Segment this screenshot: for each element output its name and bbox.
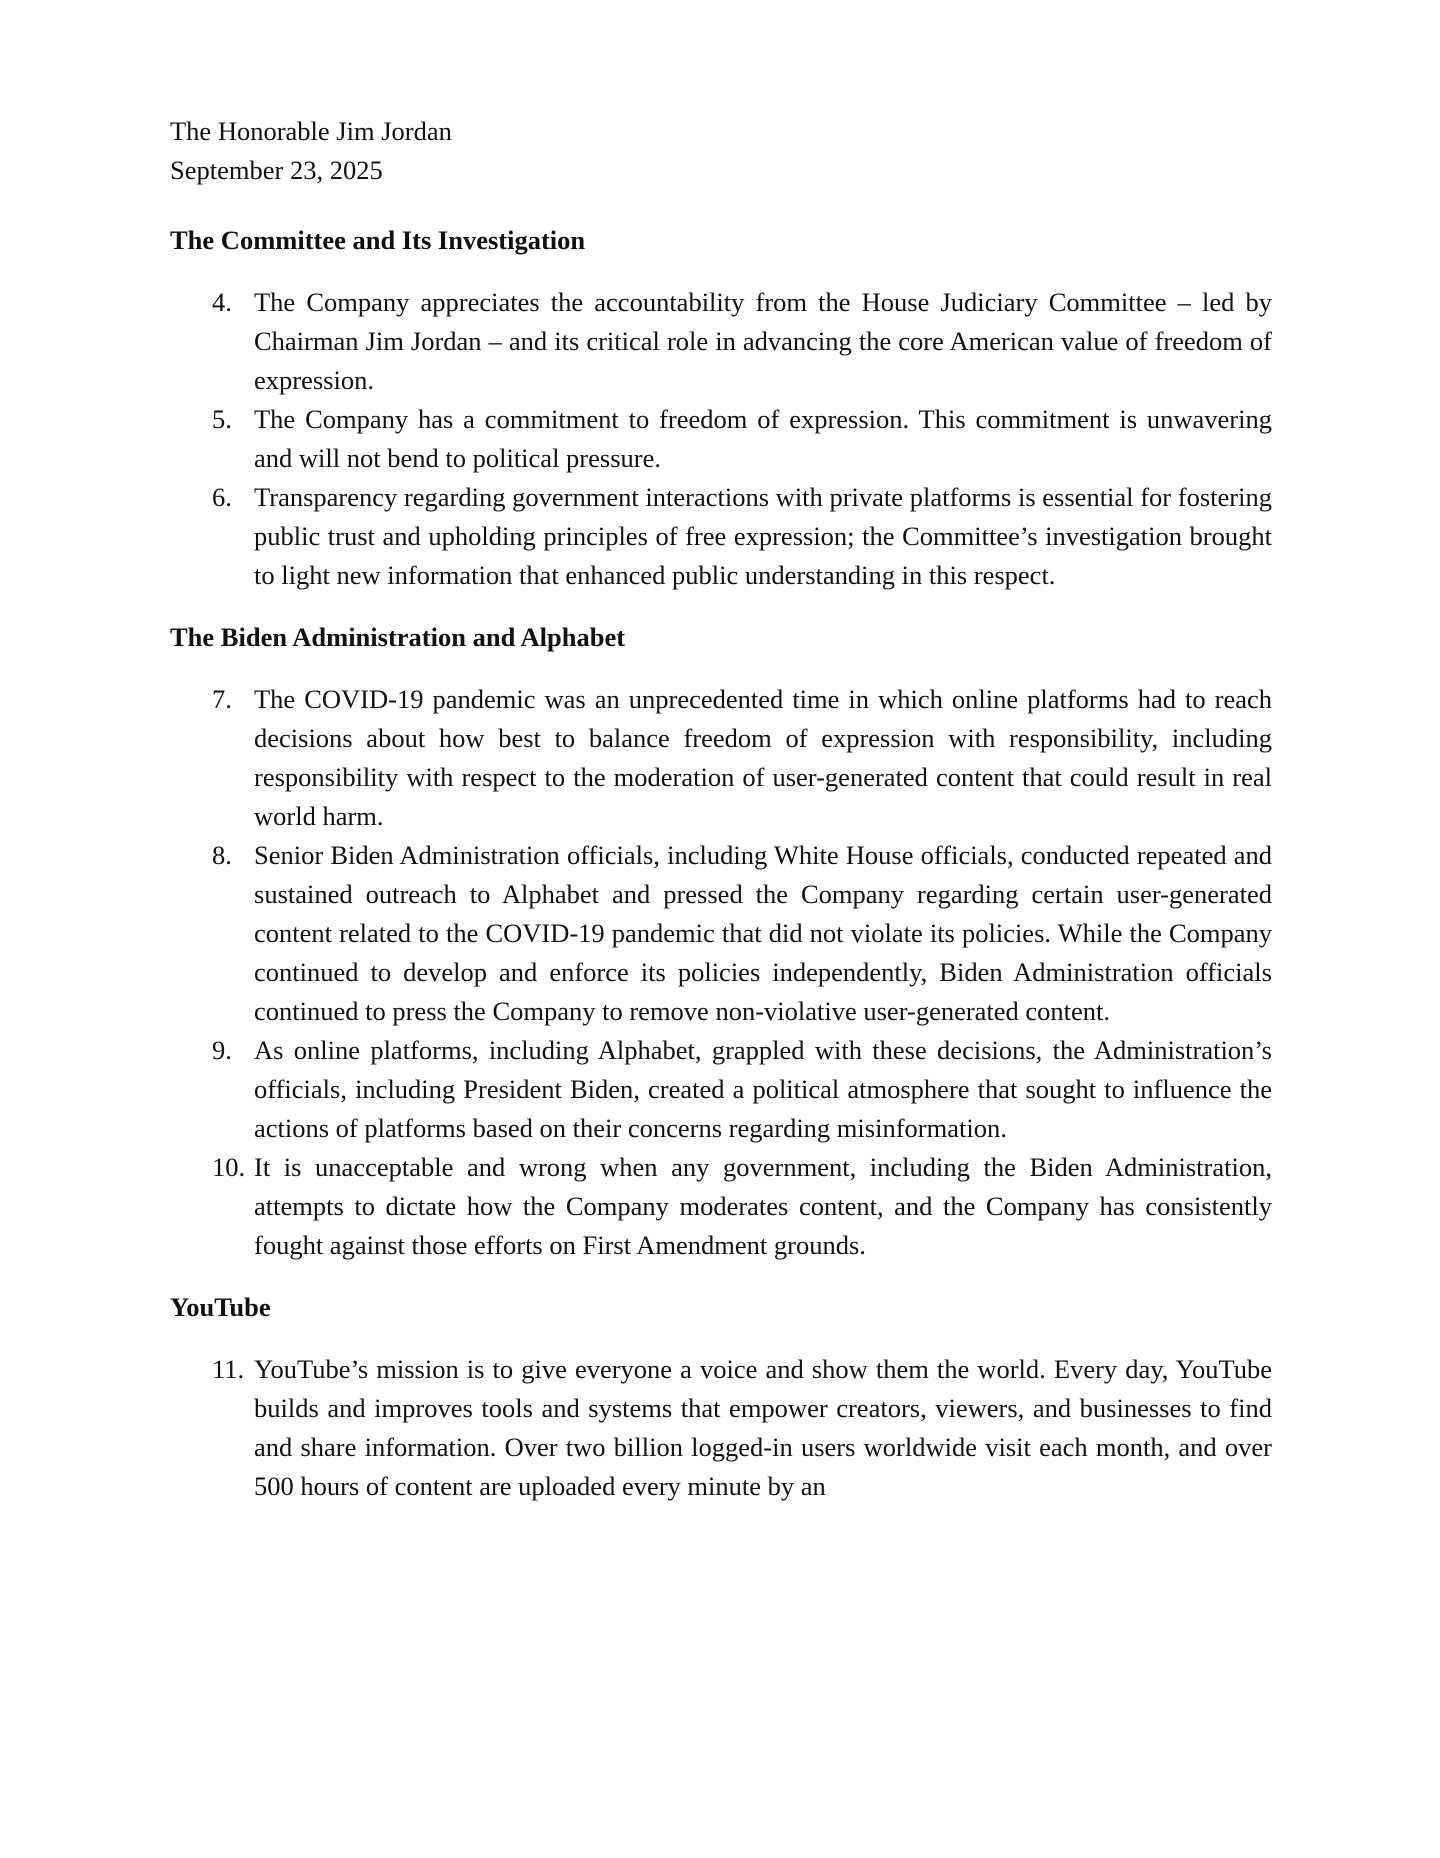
item-number: 7. [212, 684, 232, 714]
item-number: 9. [212, 1035, 232, 1065]
section-list-youtube [170, 1350, 1272, 1506]
item-text: Senior Biden Administration officials, including White House officials, conducted repeated and sustained outreach to Alphabet and pressed the Company regarding certain user-generated content related to the COVID-19 pandemic that did not violate its policies. While the Company continued to develop and enforce its policies independently, Biden Administration officials continued to press the Company to remove non-violative user-generated content. [254, 840, 1272, 1026]
list-item [170, 400, 1272, 478]
item-text: As online platforms, including Alphabet, grappled with these decisions, the Administration’s officials, including President Biden, created a political atmosphere that sought to influence the actions of platforms based on their concerns regarding misinformation. [254, 1035, 1272, 1143]
document-page [170, 112, 1272, 1506]
letter-header [170, 112, 1272, 190]
section-list-committee [170, 283, 1272, 595]
list-item [170, 680, 1272, 836]
list-item [170, 1148, 1272, 1265]
item-number: 8. [212, 840, 232, 870]
item-text: YouTube’s mission is to give everyone a voice and show them the world. Every day, YouTube builds and improves tools and systems that empower creators, viewers, and businesses to find and share information. Over two billion logged-in users worldwide visit each month, and over 500 hours of content are uploaded every minute by an [254, 1354, 1272, 1501]
list-item [170, 283, 1272, 400]
item-number: 5. [212, 404, 232, 434]
item-number: 10. [212, 1152, 246, 1182]
item-text: The Company has a commitment to freedom of expression. This commitment is unwavering and will not bend to political pressure. [254, 404, 1272, 473]
list-item [170, 478, 1272, 595]
section-heading-biden-administration: The Biden Administration and Alphabet [170, 622, 626, 652]
item-number: 4. [212, 287, 232, 317]
recipient-line: The Honorable Jim Jordan [170, 116, 452, 146]
item-text: The COVID-19 pandemic was an unprecedented time in which online platforms had to reach decisions about how best to balance freedom of expression with responsibility, including responsibility with respect to the moderation of user-generated content that could result in real world harm. [254, 684, 1272, 831]
item-number: 6. [212, 482, 232, 512]
list-item [170, 1031, 1272, 1148]
item-number: 11. [212, 1354, 245, 1384]
list-item [170, 1350, 1272, 1506]
section-heading-youtube: YouTube [170, 1292, 271, 1322]
section-heading-committee: The Committee and Its Investigation [170, 225, 586, 255]
section-list-biden-administration [170, 680, 1272, 1265]
list-item [170, 836, 1272, 1031]
item-text: Transparency regarding government interactions with private platforms is essential for fostering public trust and upholding principles of free expression; the Committee’s investigation brought to light new information that enhanced public understanding in this respect. [254, 482, 1272, 590]
item-text: The Company appreciates the accountability from the House Judiciary Committee – led by Chairman Jim Jordan – and its critical role in advancing the core American value of freedom of expression. [254, 287, 1272, 395]
date-line: September 23, 2025 [170, 155, 383, 185]
item-text: It is unacceptable and wrong when any government, including the Biden Administration, attempts to dictate how the Company moderates content, and the Company has consistently fought against those efforts on First Amendment grounds. [254, 1152, 1272, 1260]
